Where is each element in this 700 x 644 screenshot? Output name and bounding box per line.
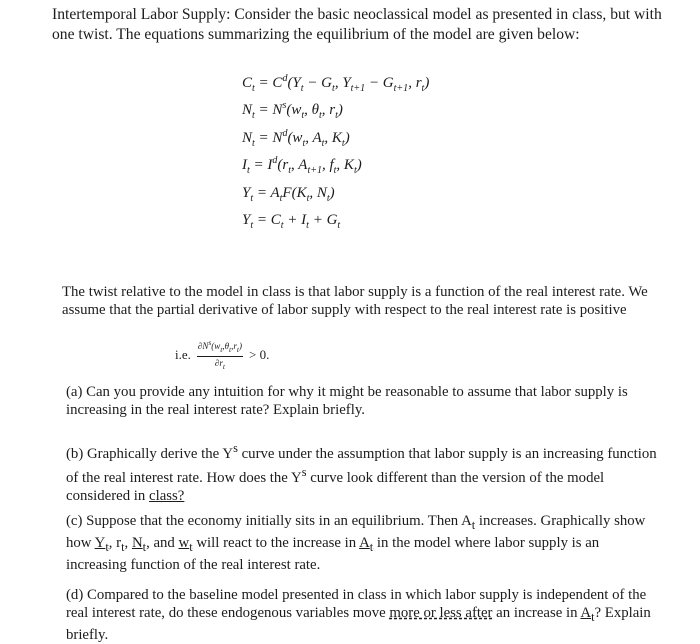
fraction-denominator: $\partial r_t$ xyxy=(214,357,225,371)
intro-heading: Intertemporal Labor Supply: xyxy=(52,6,231,23)
intro-text: Consider the basic neoclassical model as presented in class, but with one twist. The equations summarizing the equilibrium of the model are given below: xyxy=(52,6,662,43)
question-d-underlined: more or less after xyxy=(389,605,493,621)
fraction-numerator: $\partial N^s(w_t,\theta_t,r_t)$ xyxy=(197,338,243,357)
labor-supply-equation: $N_t = N^s(w_t$, $\theta_t$, $r_t$) xyxy=(242,100,343,122)
question-a-text: (a) Can you provide any intuition for why it might be reasonable to assume that labor supply is increasing in the real interest rate? Explain briefly. xyxy=(66,384,628,418)
twist-text: The twist relative to the model in class is that labor supply is a function of the real interest rate. We assume that the partial derivative of labor supply with respect to the real interest rate is positive xyxy=(62,284,648,318)
ie-tail: > 0. xyxy=(248,346,270,362)
question-d-part2: an increase in xyxy=(492,605,581,621)
question-b-underlined: class? xyxy=(149,487,185,504)
question-d-part1: (d) Compared to the baseline model presented in class in which labor supply is independent of the real interest rate, do these endogenous variables move xyxy=(66,587,647,621)
resource-constraint-equation: $Y_t = C_t + I_t + G_t$ xyxy=(242,211,341,231)
investment-equation: $I_t = I^d(r_t$, $A_{t+1}$, $f_t$, $K_t$) xyxy=(242,155,362,177)
partial-derivative-condition xyxy=(175,338,269,372)
question-d-part3: ? Explain briefly. xyxy=(66,605,651,643)
ie-label: i.e. xyxy=(175,346,191,362)
question-c: (c) Suppose that the economy initially sits in an equilibrium. Then $A_t$ increases. Graphically show how $Y_t$, $r_t$, $N_t$, and $w_t$ will react to the increase in $A_t$ in the model where labor supply is an increasing function of the real interest rate. xyxy=(66,513,646,573)
partial-derivative-fraction xyxy=(197,338,243,372)
labor-demand-equation: $N_t = N^d(w_t$, $A_t$, $K_t$) xyxy=(242,127,350,149)
production-equation: $Y_t = A_tF(K_t$, $N_t$) xyxy=(242,184,335,204)
question-a xyxy=(66,383,661,419)
question-d: (d) Compared to the baseline model presented in class in which labor supply is independent of the real interest rate, do these endogenous variables move more or less after an increase in $A_t$? Explain briefly. xyxy=(66,587,651,643)
twist-paragraph xyxy=(62,283,662,319)
intro-paragraph xyxy=(52,5,682,45)
question-b: (b) Graphically derive the $Y^s$ curve under the assumption that labor supply is an increasing function of the real interest rate. How does the $Y^s$ curve look different than the version of the model considered in class? xyxy=(66,441,657,504)
equation-block xyxy=(242,70,429,234)
consumption-equation: $C_t = C^d(Y_t - G_t$, $Y_{t+1} - G_{t+1}$, $r_t$) xyxy=(242,73,430,94)
